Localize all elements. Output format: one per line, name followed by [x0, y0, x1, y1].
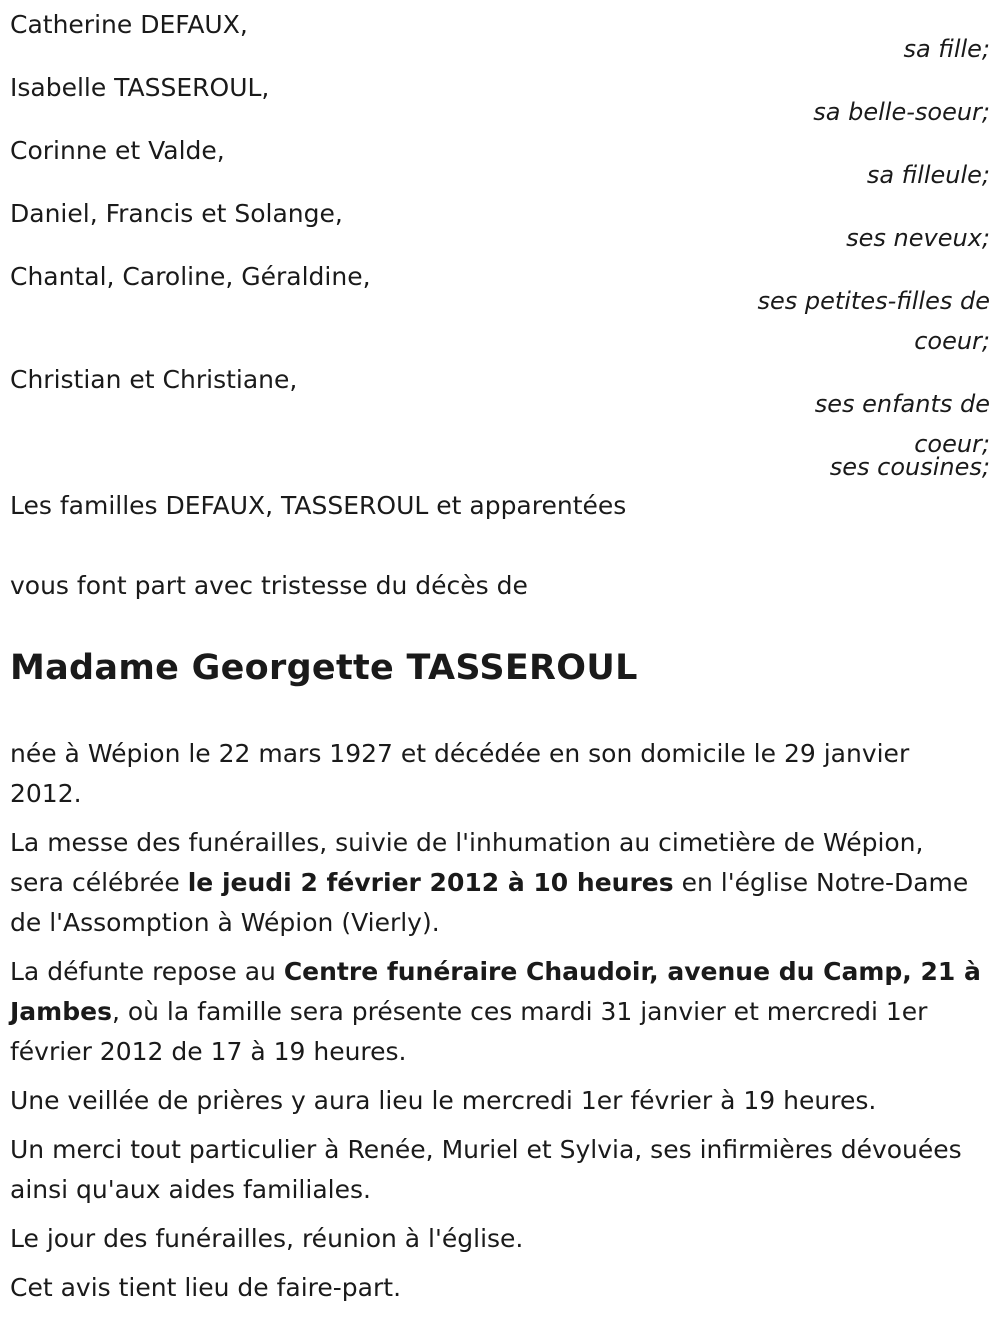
vigil-paragraph: Une veillée de prières y aura lieu le mercredi 1er février à 19 heures.: [10, 1086, 877, 1115]
rest-text-2: , où la famille sera présente ces mardi 31 janvier et mercredi 1er février 2012 de 17 à 19 heures.: [10, 997, 928, 1066]
relation-petites-filles-line2: coeur;: [914, 327, 990, 355]
relation-sa-filleule: sa filleule;: [866, 161, 990, 189]
relation-ses-cousines: ses cousines;: [829, 453, 990, 481]
families-line: Les familles DEFAUX, TASSEROUL et apparentées: [10, 491, 627, 520]
meeting-paragraph: Le jour des funérailles, réunion à l'église.: [10, 1224, 524, 1253]
mass-date: le jeudi 2 février 2012 à 10 heures: [187, 868, 674, 897]
funeral-mass-paragraph: [10, 823, 985, 943]
relation-sa-fille: sa fille;: [903, 35, 990, 63]
relation-enfants-line1: ses enfants de: [814, 390, 990, 418]
birth-death-paragraph: née à Wépion le 22 mars 1927 et décédée en son domicile le 29 janvier 2012.: [10, 739, 910, 808]
family-name-catherine: Catherine DEFAUX,: [10, 10, 248, 39]
relation-petites-filles-line1: ses petites-filles de: [757, 287, 990, 315]
family-name-corinne: Corinne et Valde,: [10, 136, 225, 165]
deceased-name: Madame Georgette TASSEROUL: [10, 648, 638, 688]
family-name-daniel: Daniel, Francis et Solange,: [10, 199, 343, 228]
obituary-body: [10, 734, 985, 1317]
funeral-center: Centre funéraire Chaudoir, avenue du Camp, 21 à Jambes: [10, 957, 981, 1026]
notice-paragraph: Cet avis tient lieu de faire-part.: [10, 1273, 402, 1302]
thanks-paragraph: Un merci tout particulier à Renée, Muriel et Sylvia, ses infirmières dévouées ainsi qu'aux aides familiales.: [10, 1135, 962, 1204]
resting-place-paragraph: [10, 952, 985, 1072]
relation-sa-belle-soeur: sa belle-soeur;: [813, 98, 990, 126]
relation-ses-neveux: ses neveux;: [846, 224, 990, 252]
intro-line: vous font part avec tristesse du décès de: [10, 571, 528, 600]
mass-text-2: en l'église Notre-Dame de l'Assomption à Wépion (Vierly).: [10, 868, 969, 937]
relation-enfants-line2: coeur;: [914, 430, 990, 458]
rest-text-1: La défunte repose au: [10, 957, 284, 986]
family-name-chantal: Chantal, Caroline, Géraldine,: [10, 262, 371, 291]
family-name-christian: Christian et Christiane,: [10, 365, 298, 394]
family-name-isabelle: Isabelle TASSEROUL,: [10, 73, 270, 102]
mass-text-1: La messe des funérailles, suivie de l'inhumation au cimetière de Wépion, sera célébrée: [10, 828, 924, 897]
